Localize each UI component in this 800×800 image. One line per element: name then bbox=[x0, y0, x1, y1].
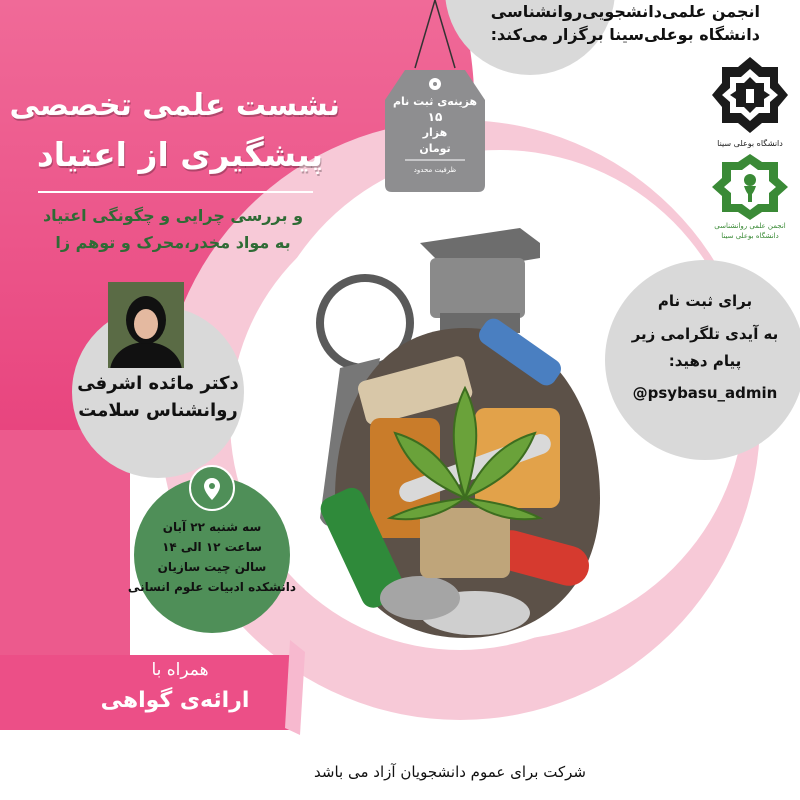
organizer-line1: انجمن علمی‌دانشجویی‌روانشناسی bbox=[490, 2, 760, 21]
organizer-line2: دانشگاه بوعلی‌سینا برگزار می‌کند: bbox=[490, 25, 760, 44]
university-caption: دانشگاه بوعلی سینا bbox=[717, 139, 783, 148]
event-subtitle-line2: به مواد مخدر،محرک و توهم زا bbox=[55, 233, 291, 252]
footer-text: شرکت برای عموم دانشجویان آزاد می باشد bbox=[314, 763, 586, 781]
person-avatar-icon bbox=[108, 282, 184, 368]
price-tag-line4: تومان bbox=[419, 142, 451, 155]
speaker-name: دکتر مائده اشرفی bbox=[77, 373, 239, 394]
registration-line3: پیام دهید: bbox=[668, 352, 742, 370]
speaker-photo bbox=[108, 282, 184, 368]
price-tag-line2: ۱۵ bbox=[427, 110, 443, 124]
price-tag-line3: هزار bbox=[422, 126, 448, 139]
event-time: ساعت ۱۲ الی ۱۴ bbox=[162, 540, 262, 554]
certificate-line1: همراه با bbox=[151, 660, 209, 680]
telegram-handle-link[interactable]: @psybasu_admin bbox=[632, 384, 778, 402]
association-caption2: دانشگاه بوعلی سینا bbox=[721, 232, 779, 240]
event-faculty: دانشکده ادبیات علوم انسانی bbox=[127, 580, 297, 594]
university-logo bbox=[710, 55, 790, 150]
university-emblem-icon bbox=[710, 55, 790, 140]
grenade-illustration bbox=[300, 218, 630, 648]
speaker-title: روانشناس سلامت bbox=[78, 400, 238, 421]
location-pin-icon bbox=[198, 475, 226, 503]
price-tag-note: ظرفیت محدود bbox=[413, 166, 457, 174]
event-hall: سالن چیت سازیان bbox=[157, 560, 267, 574]
event-title-line2: پیشگیری از اعتیاد bbox=[36, 135, 324, 174]
association-logo bbox=[708, 152, 792, 242]
certificate-line2: ارائه‌ی گواهی bbox=[100, 688, 250, 713]
registration-line1: برای ثبت نام bbox=[657, 292, 753, 310]
association-emblem-icon bbox=[708, 152, 792, 222]
price-tag-line1: هزینه‌ی ثبت نام bbox=[392, 95, 478, 108]
event-title-line1: نشست علمی تخصصی bbox=[9, 88, 340, 123]
registration-line2: به آیدی تلگرامی زیر bbox=[631, 325, 779, 343]
event-subtitle-line1: و بررسی چرایی و چگونگی اعتیاد bbox=[42, 206, 304, 225]
association-caption1: انجمن علمی روانشناسی bbox=[714, 222, 786, 230]
event-date: سه شنبه ۲۲ آبان bbox=[162, 520, 262, 534]
